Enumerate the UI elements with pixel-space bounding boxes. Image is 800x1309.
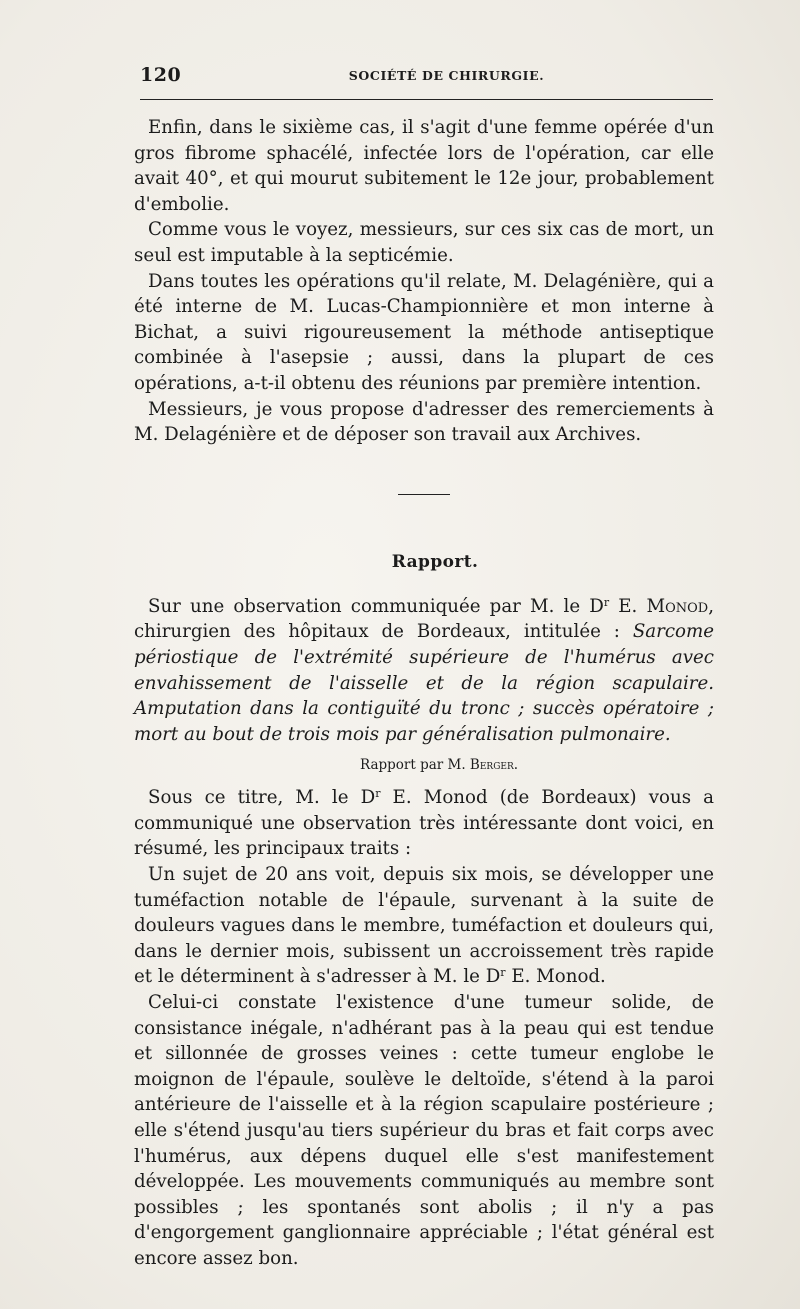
paragraph: Enfin, dans le sixième cas, il s'agit d'une femme opérée d'un gros fibrome sphacélé, infectée lors de l'opération, car elle avait 40°, et qui mourut subitement le 12e jour, probablement d'embolie. [134,117,714,215]
paragraph [134,785,714,862]
report-title-author: E. Monod, [609,595,714,617]
page-number: 120 [140,64,182,86]
paragraph: Comme vous le voyez, messieurs, sur ces six cas de mort, un seul est imputable à la septicémie. [134,219,714,266]
body-text [134,115,714,1272]
report-title [134,594,714,748]
paragraph-text: Un sujet de 20 ans voit, depuis six mois, se développer une tuméfaction notable de l'épaule, survenant à la suite de douleurs vagues dans le membre, tuméfaction et douleurs qui, dans le dernier mois, subissent un accroissement très rapide et le déterminent à s'adresser à M. le D [134,864,714,988]
byline-prefix: Rapport par M. [359,757,470,774]
byline-author: Berger. [469,757,519,774]
running-title: SOCIÉTÉ DE CHIRURGIE. [348,68,545,83]
paragraph-text: E. Monod (de Bordeaux) vous a communiqué une observation très intéressante dont voici, en résumé, les principaux traits : [134,787,714,860]
report-title-affiliation: chirurgien des hôpitaux de Bordeaux, intitulée : [134,621,633,643]
report-title-lead: Sur une observation communiquée par M. le D [148,595,604,617]
paragraph: Messieurs, je vous propose d'adresser des remerciements à M. Delagénière et de déposer son travail aux Archives. [134,398,714,446]
paragraph: Dans toutes les opérations qu'il relate, M. Delagénière, qui a été interne de M. Lucas-Championnière et mon interne à Bichat, a suivi rigoureusement la méthode antiseptique combinée à l'asepsie ; aussi, dans la plupart de ces opérations, a-t-il obtenu des réunions par première intention. [134,270,714,394]
paragraph-text: Sous ce titre, M. le D [148,787,376,809]
report-title-paragraph [134,594,714,748]
paragraph [134,862,714,990]
doctor-abbrev-sup: r [603,595,610,609]
section-separator [398,494,450,495]
section-heading: Rapport. [391,551,479,572]
paragraph-text: E. Monod. [505,966,606,988]
doctor-abbrev-sup: r [500,966,506,980]
paragraph: Celui-ci constate l'existence d'une tumeur solide, de consistance inégale, n'adhérant pas à la peau qui est tendue et sillonnée de grosses veines : cette tumeur englobe le moignon de l'épaule, soulève le deltoïde, s'étend à la paroi antérieure de l'aisselle et à la région scapulaire postérieure ; elle s'étend jusqu'au tiers supérieur du bras et fait corps avec l'humérus, aux dépens duquel elle s'est manifestement développée. Les mouvements communiqués au membre sont possibles ; les spontanés sont abolis ; il n'y a pas d'engorgement ganglionnaire appréciable ; l'état général est encore assez bon. [134,992,714,1269]
running-head [140,64,713,88]
header-rule [140,99,713,100]
byline [134,753,714,777]
doctor-abbrev-sup: r [375,787,381,801]
report-title-italic: Sarcome périostique de l'extrémité supérieure de l'humérus avec envahissement de l'aisselle et de la région scapulaire. Amputation dans la contiguïté du tronc ; succès opératoire ; mort au bout de trois mois par généralisation pulmonaire. [134,621,714,745]
